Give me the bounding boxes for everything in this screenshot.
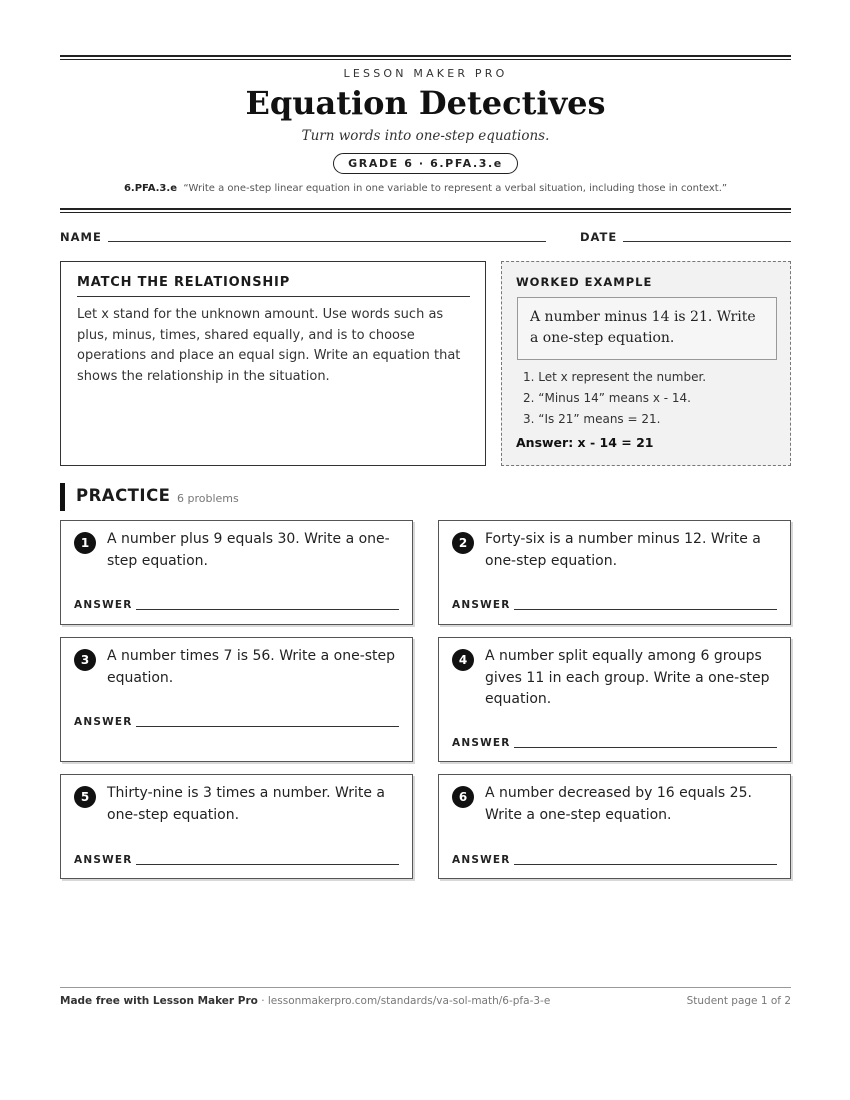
problem-text: Thirty-nine is 3 times a number. Write a one-step equation. [107,785,385,823]
worked-example-box [501,261,791,466]
problem-text: Forty-six is a number minus 12. Write a one-step equation. [485,531,761,569]
match-heading: MATCH THE RELATIONSHIP [77,275,470,297]
footer-credit [60,995,550,1007]
name-field[interactable] [108,241,546,242]
worked-example-problem: A number minus 14 is 21. Write a one-step equation. [517,297,777,360]
problem-text: A number decreased by 16 equals 25. Write a one-step equation. [485,785,752,823]
answer-line[interactable] [136,726,399,727]
grade-badge-wrap [60,152,791,174]
answer-line[interactable] [136,609,399,610]
name-label: NAME [60,230,102,244]
page-subtitle: Turn words into one-step equations. [301,128,550,144]
problem-card-4 [438,637,791,762]
date-field[interactable] [623,241,791,242]
problem-number-badge: 6 [452,786,474,808]
match-relationship-box [60,261,486,466]
problem-card-2 [438,520,791,625]
answer-label: ANSWER [452,737,511,749]
match-instructions: Let x stand for the unknown amount. Use words such as plus, minus, times, shared equally, and is to choose operations and place an equal sign. Write an equation that shows the relationship in the situation. [77,307,461,384]
practice-accent-bar [60,483,65,511]
worksheet-page [60,0,791,1100]
page-title: Equation Detectives [245,84,606,122]
worked-example-step: 3. “Is 21” means = 21. [523,412,661,426]
grade-badge: GRADE 6 · 6.PFA.3.e [333,153,518,174]
problem-text: A number times 7 is 56. Write a one-step equation. [107,648,396,686]
worked-example-step: 1. Let x represent the number. [523,370,707,384]
answer-line[interactable] [514,609,777,610]
problem-text: A number split equally among 6 groups gives 11 in each group. Write a one-step equation. [485,648,770,707]
practice-count: 6 problems [177,492,239,505]
answer-line[interactable] [514,747,777,748]
header-bottom-rule [60,208,791,213]
problem-card-6 [438,774,791,879]
footer-url[interactable]: lessonmakerpro.com/standards/va-sol-math/6-pfa-3-e [267,995,551,1007]
problem-card-3 [60,637,413,762]
answer-line[interactable] [136,864,399,865]
problem-text: A number plus 9 equals 30. Write a one-step equation. [107,531,390,569]
answer-label: ANSWER [74,716,133,728]
standard-text: “Write a one-step linear equation in one variable to represent a verbal situation, including those in context.” [183,183,728,194]
problem-card-1 [60,520,413,625]
worked-example-answer: Answer: x - 14 = 21 [516,435,654,450]
brand-name: LESSON MAKER PRO [343,67,508,80]
standard-code: 6.PFA.3.e [123,183,177,194]
worked-example-label: WORKED EXAMPLE [516,275,653,289]
answer-label: ANSWER [74,854,133,866]
footer-separator: · [257,995,268,1007]
answer-label: ANSWER [452,599,511,611]
problem-number-badge: 4 [452,649,474,671]
problem-number-badge: 1 [74,532,96,554]
problem-number-badge: 5 [74,786,96,808]
header-top-rule [60,55,791,60]
problem-number-badge: 2 [452,532,474,554]
problem-card-5 [60,774,413,879]
problem-number-badge: 3 [74,649,96,671]
answer-label: ANSWER [74,599,133,611]
footer-page-number: Student page 1 of 2 [686,995,791,1007]
standard-line [60,183,791,194]
worked-example-steps [523,367,706,430]
footer-made-with: Made free with Lesson Maker Pro [60,995,258,1007]
date-label: DATE [580,230,618,244]
answer-line[interactable] [514,864,777,865]
answer-label: ANSWER [452,854,511,866]
footer-rule [60,987,791,988]
worked-example-step: 2. “Minus 14” means x - 14. [523,391,691,405]
practice-title: PRACTICE [76,486,171,505]
